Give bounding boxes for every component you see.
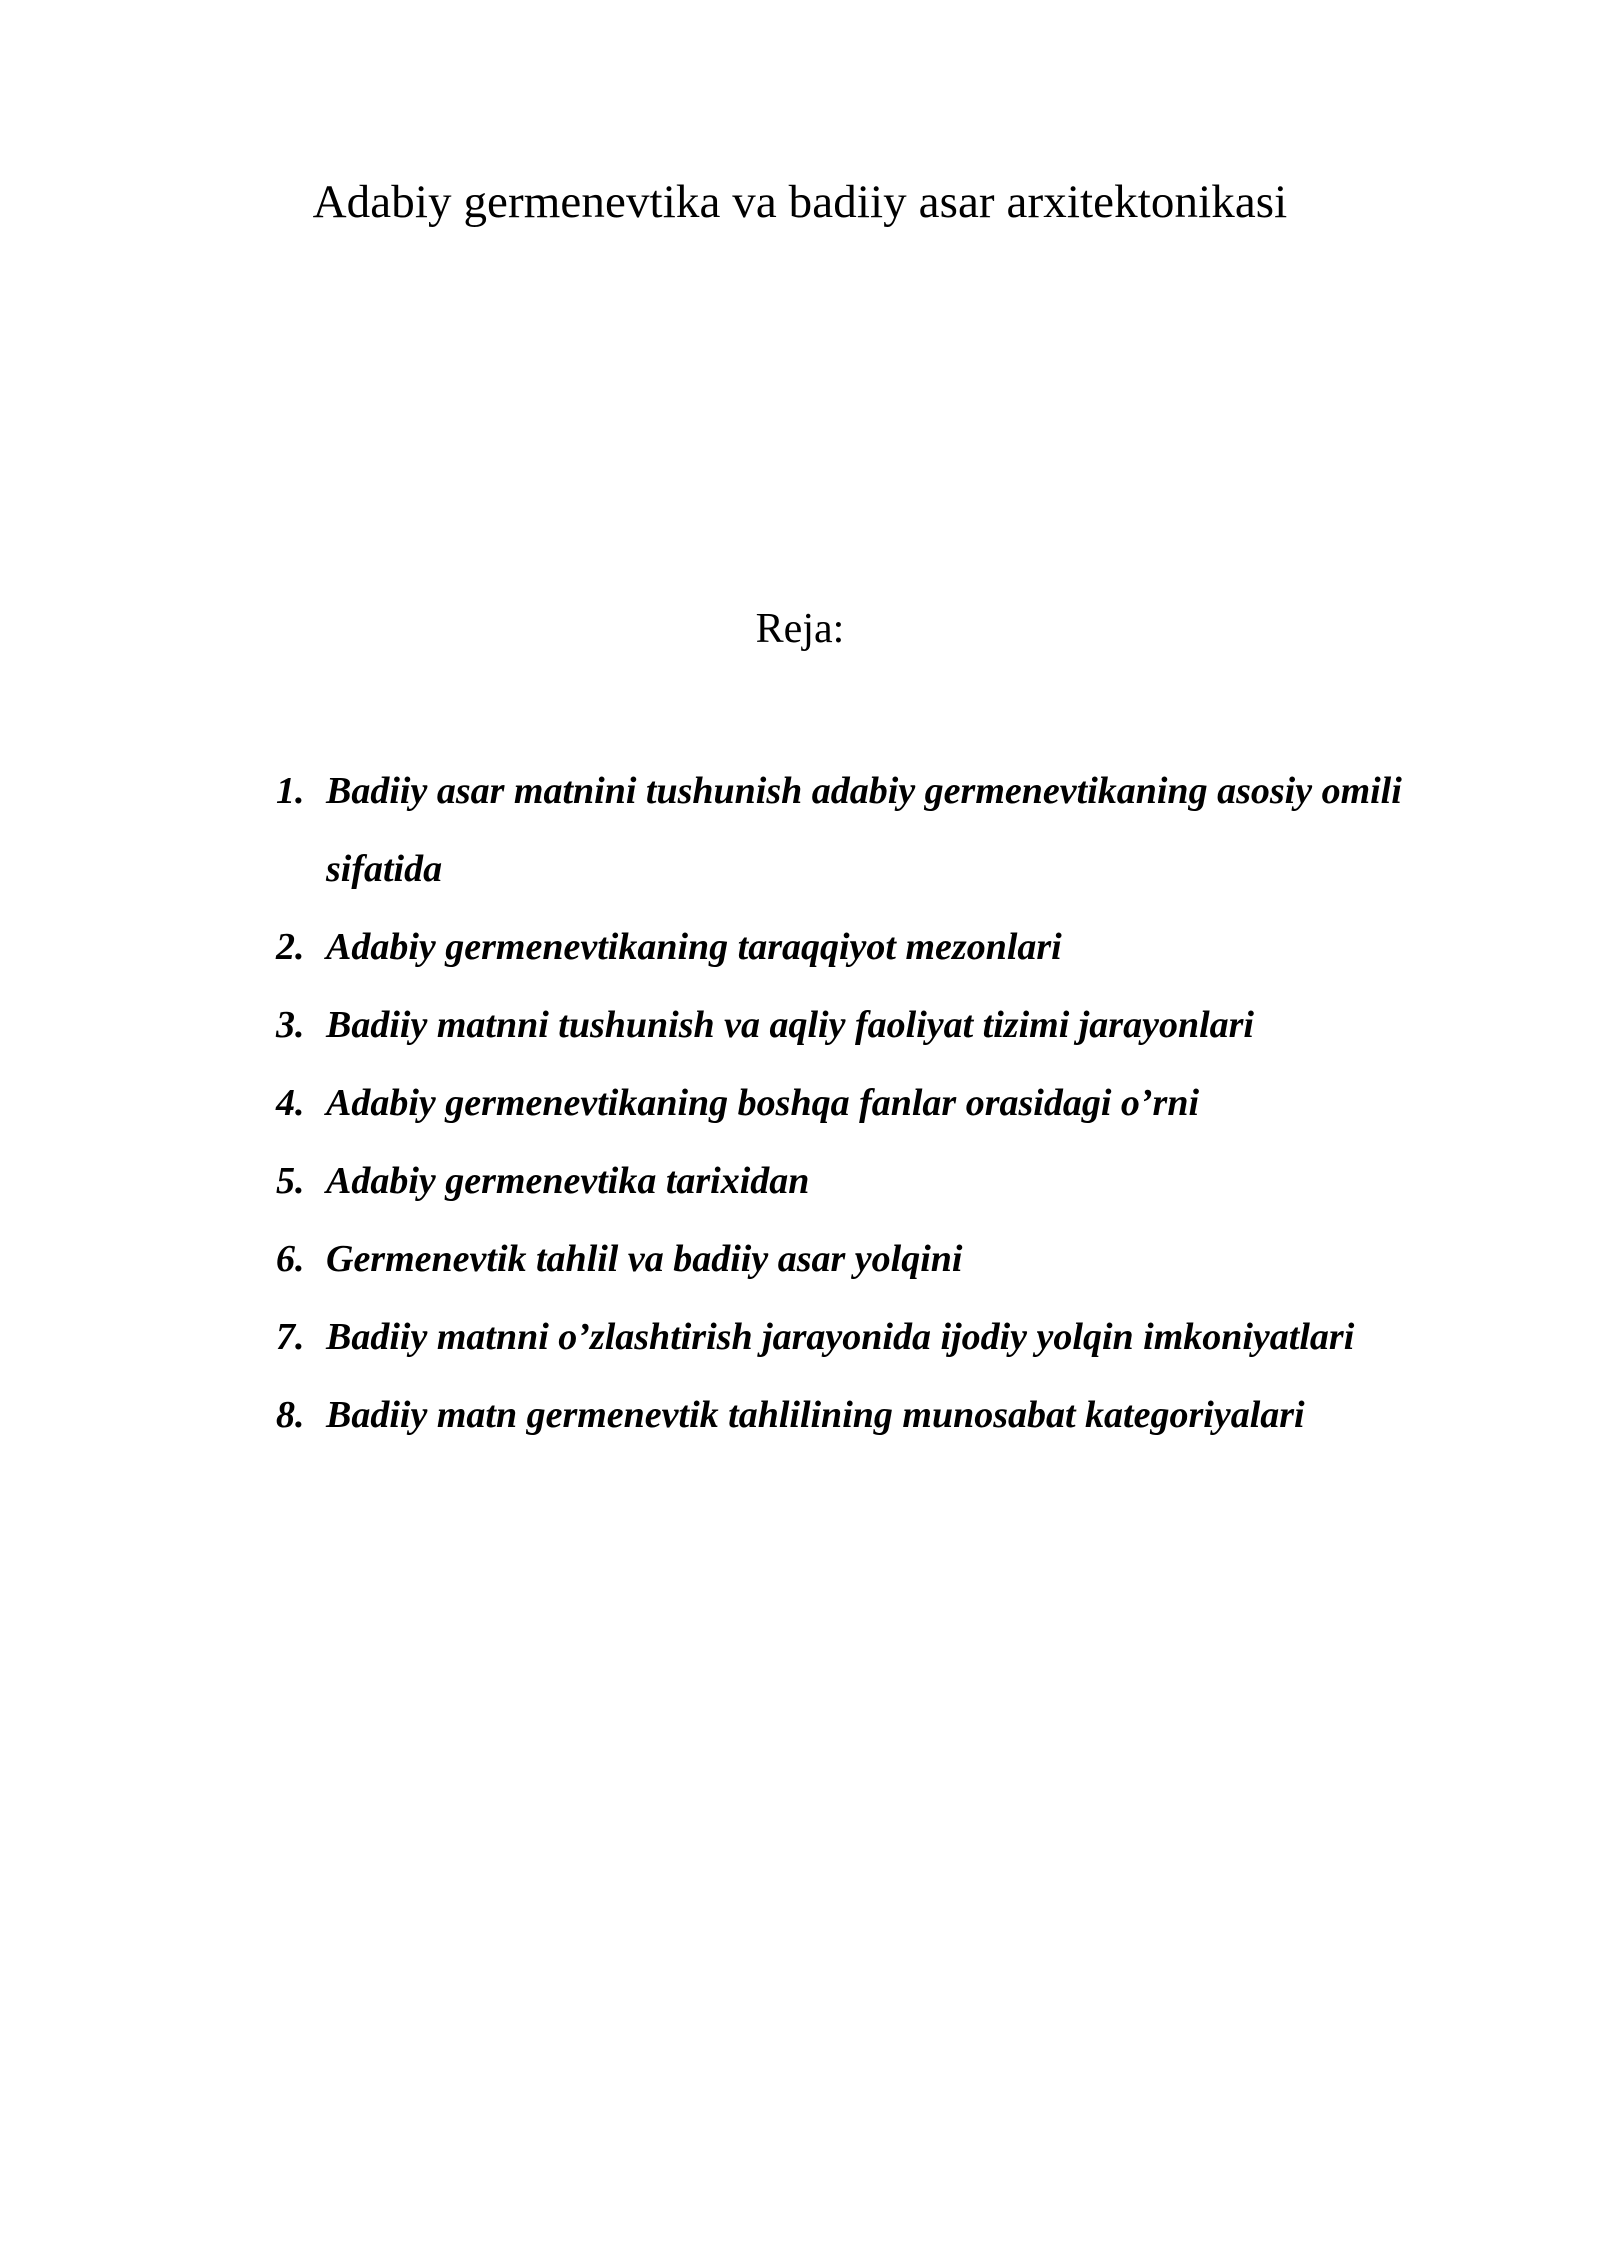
list-item (276, 986, 1486, 1064)
plan-list (276, 752, 1486, 1454)
list-item-text: Badiiy asar matnini tushunish adabiy germenevtikaning asosiy omili sifatida (326, 770, 1402, 890)
list-item-marker: 8. (276, 1394, 305, 1436)
list-item (276, 752, 1486, 908)
list-item-text: Adabiy germenevtikaning boshqa fanlar orasidagi o’rni (326, 1082, 1200, 1124)
list-item-text: Germenevtik tahlil va badiiy asar yolqini (326, 1238, 963, 1280)
list-item-text: Adabiy germenevtika tarixidan (326, 1160, 810, 1202)
list-item (276, 1220, 1486, 1298)
list-item-marker: 1. (276, 770, 305, 812)
list-item-text: Badiiy matnni o’zlashtirish jarayonida ijodiy yolqin imkoniyatlari (326, 1316, 1355, 1358)
list-item-marker: 3. (276, 1004, 305, 1046)
list-item-marker: 6. (276, 1238, 305, 1280)
list-item (276, 1064, 1486, 1142)
list-item-text: Badiiy matnni tushunish va aqliy faoliyat tizimi jarayonlari (326, 1004, 1254, 1046)
list-item-marker: 4. (276, 1082, 305, 1124)
list-item (276, 908, 1486, 986)
list-item-marker: 5. (276, 1160, 305, 1202)
list-item-marker: 2. (276, 926, 305, 968)
list-item (276, 1298, 1486, 1376)
plan-heading: Reja: (755, 606, 845, 652)
list-item-marker: 7. (276, 1316, 305, 1358)
list-item-text: Adabiy germenevtikaning taraqqiyot mezonlari (326, 926, 1062, 968)
page-title: Adabiy germenevtika va badiiy asar arxitektonikasi (312, 176, 1288, 229)
list-item (276, 1142, 1486, 1220)
list-item-text: Badiiy matn germenevtik tahlilining munosabat kategoriyalari (326, 1394, 1305, 1436)
list-item (276, 1376, 1486, 1454)
